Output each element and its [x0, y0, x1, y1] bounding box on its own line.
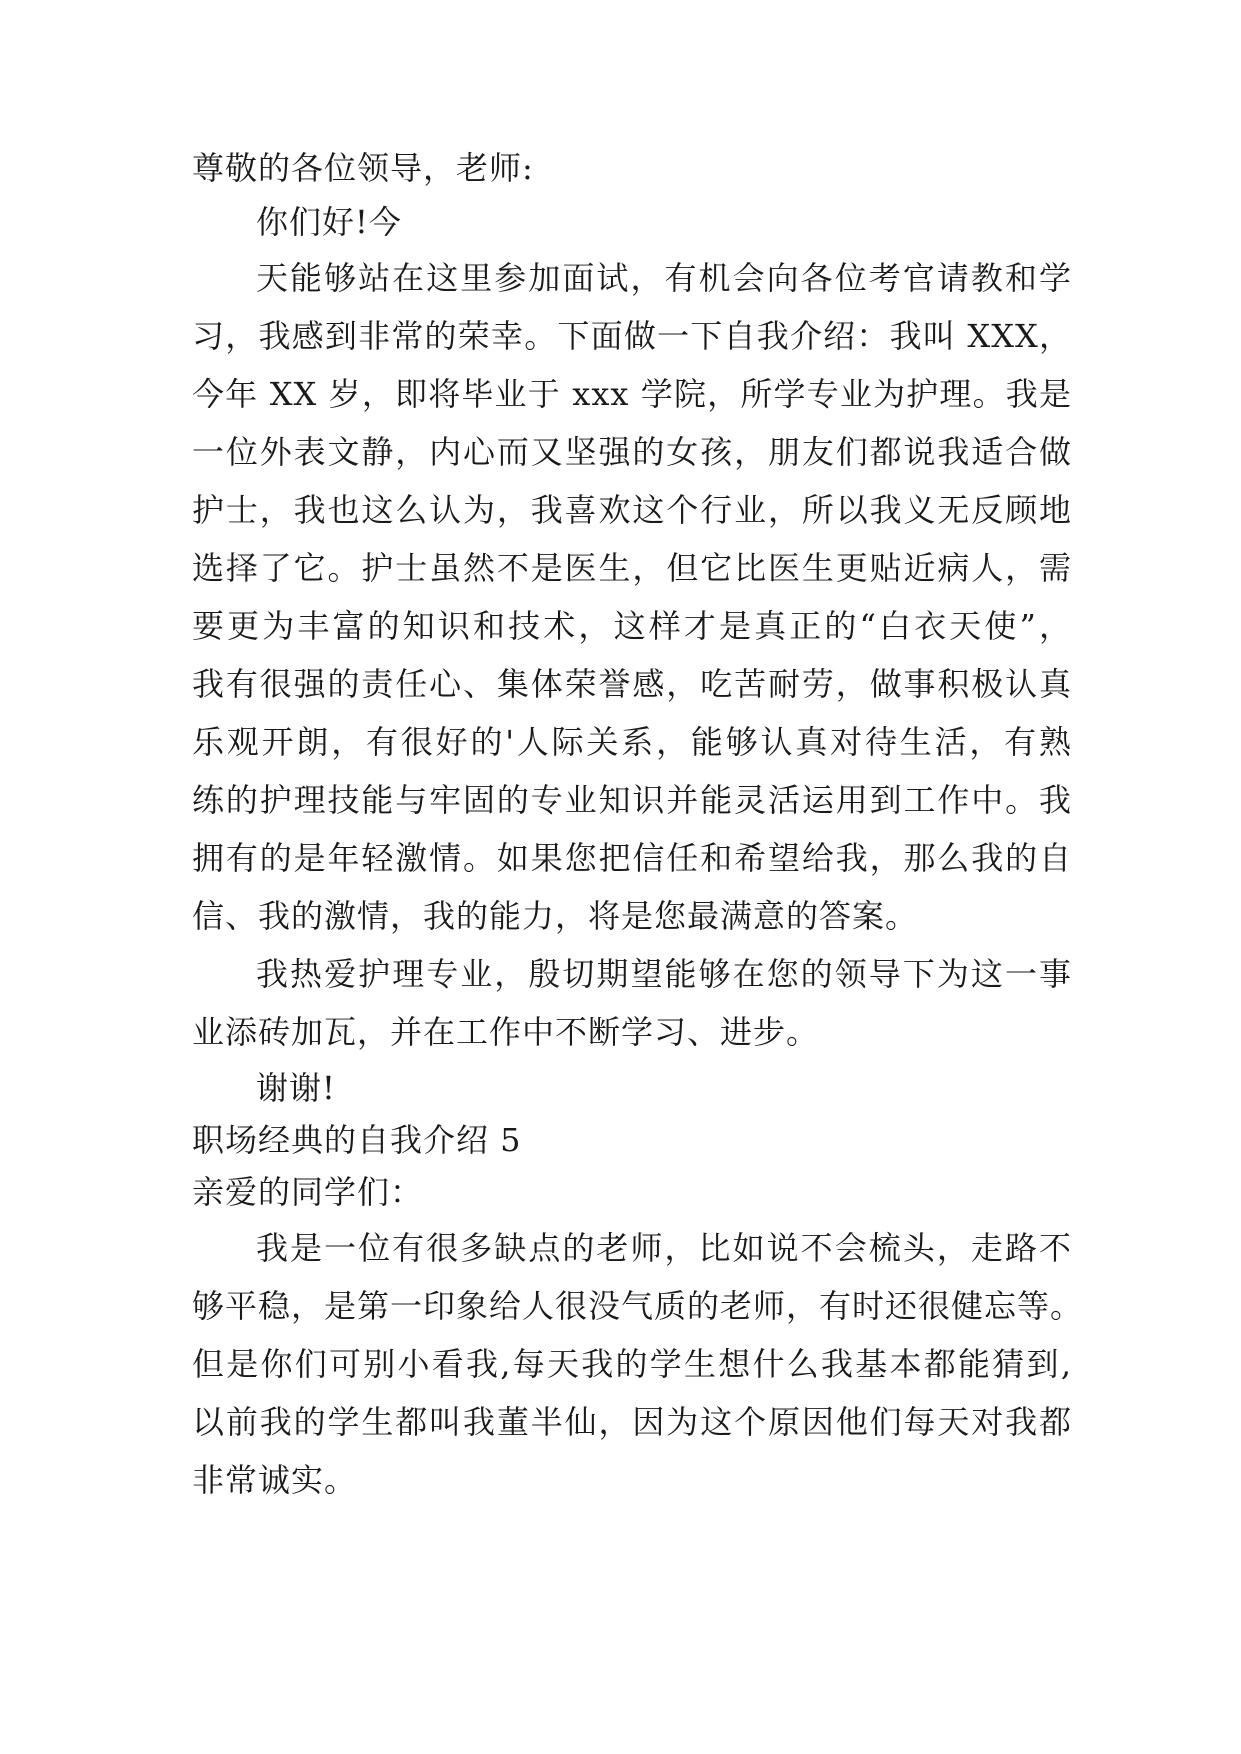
- paragraph-line: 我有很强的责任心、集体荣誉感，吃苦耐劳，做事积极认真: [192, 665, 1072, 703]
- paragraph-line: 我热爱护理专业，殷切期望能够在您的领导下为这一事: [256, 955, 1072, 993]
- paragraph-line: 练的护理技能与牢固的专业知识并能灵活运用到工作中。我: [192, 781, 1072, 819]
- paragraph-line: 选择了它。护士虽然不是医生，但它比医生更贴近病人，需: [192, 549, 1072, 587]
- paragraph-line: 乐观开朗，有很好的'人际关系，能够认真对待生活，有熟: [192, 723, 1072, 761]
- paragraph-line: 非常诚实。: [192, 1461, 358, 1499]
- paragraph-line: 要更为丰富的知识和技术，这样才是真正的“白衣天使”，: [192, 607, 1072, 645]
- paragraph-line: 信、我的激情，我的能力，将是您最满意的答案。: [192, 897, 919, 935]
- paragraph-line: 但是你们可别小看我,每天我的学生想什么我基本都能猜到,: [192, 1345, 1072, 1383]
- paragraph-line: 我是一位有很多缺点的老师，比如说不会梳头，走路不: [256, 1229, 1072, 1267]
- paragraph-line: 业添砖加瓦，并在工作中不断学习、进步。: [192, 1013, 820, 1051]
- paragraph-line: 拥有的是年轻激情。如果您把信任和希望给我，那么我的自: [192, 839, 1072, 877]
- paragraph-line: 天能够站在这里参加面试，有机会向各位考官请教和学: [256, 259, 1072, 297]
- salutation: 尊敬的各位领导，老师:: [192, 149, 534, 187]
- paragraph-line: 够平稳，是第一印象给人很没气质的老师，有时还很健忘等。: [192, 1287, 1084, 1325]
- paragraph-line: 习，我感到非常的荣幸。下面做一下自我介绍：我叫 XXX，: [192, 317, 1072, 355]
- salutation: 亲爱的同学们：: [192, 1173, 424, 1211]
- paragraph-line: 以前我的学生都叫我董半仙，因为这个原因他们每天对我都: [192, 1403, 1072, 1441]
- thanks-line: 谢谢!: [256, 1069, 336, 1107]
- section-heading: 职场经典的自我介绍 5: [192, 1121, 522, 1159]
- paragraph-line: 一位外表文静，内心而又坚强的女孩，朋友们都说我适合做: [192, 433, 1072, 471]
- greeting-line: 你们好!今: [256, 203, 402, 241]
- paragraph-line: 护士，我也这么认为，我喜欢这个行业，所以我义无反顾地: [192, 491, 1072, 529]
- paragraph-line: 今年 XX 岁，即将毕业于 xxx 学院，所学专业为护理。我是: [192, 375, 1072, 413]
